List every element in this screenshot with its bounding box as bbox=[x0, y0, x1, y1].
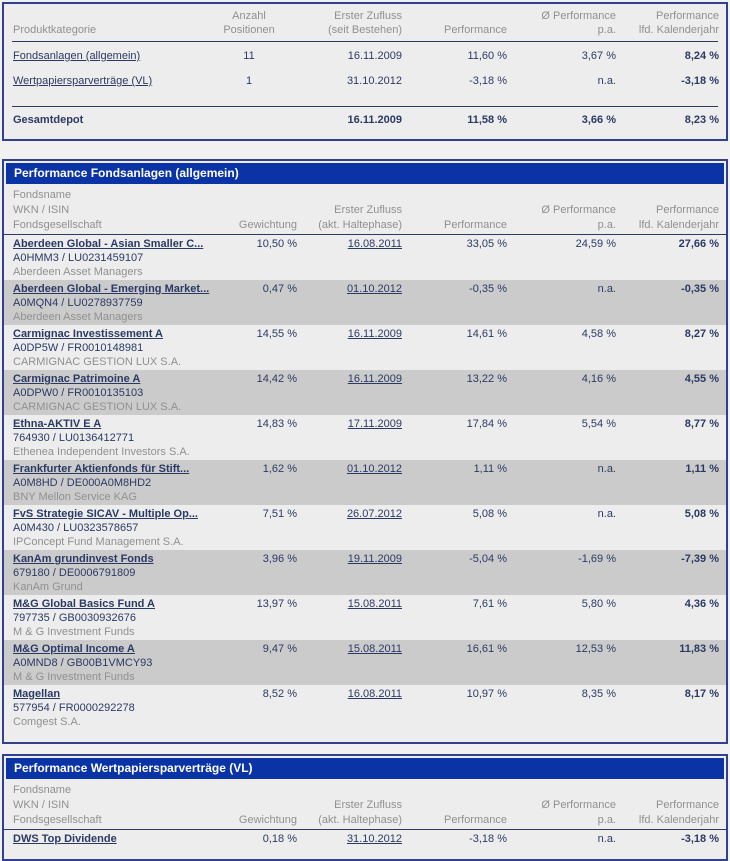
first-inflow-link[interactable]: 16.11.2009 bbox=[347, 373, 402, 385]
weight-cell: 7,51 % bbox=[262, 508, 297, 520]
fund-company: BNY Mellon Service KAG bbox=[13, 491, 137, 503]
fund-row bbox=[4, 830, 726, 847]
header-performance-pa: Ø Performance p.a. bbox=[541, 799, 616, 826]
performance-ytd-cell: 8,77 % bbox=[684, 418, 719, 430]
fund-row bbox=[4, 280, 726, 325]
performance-pa-cell: 5,80 % bbox=[581, 598, 616, 610]
header-erster-zufluss: Erster Zufluss (akt. Haltephase) bbox=[318, 799, 402, 826]
performance-ytd-cell: 1,11 % bbox=[685, 463, 719, 475]
first-inflow-link[interactable]: 17.11.2009 bbox=[347, 418, 402, 430]
wkn-isin: A0MND8 / GB00B1VMCY93 bbox=[13, 657, 153, 669]
performance-cell: 11,58 % bbox=[467, 113, 507, 126]
performance-ytd-cell: 8,23 % bbox=[684, 113, 719, 126]
performance-cell: 1,11 % bbox=[473, 463, 507, 475]
weight-cell: 3,96 % bbox=[262, 553, 297, 565]
first-inflow-cell: 16.11.2009 bbox=[347, 113, 402, 126]
summary-total-row bbox=[4, 107, 726, 133]
first-inflow-link[interactable]: 01.10.2012 bbox=[346, 283, 402, 295]
performance-cell: 11,60 % bbox=[467, 50, 507, 62]
performance-ytd-cell: 4,55 % bbox=[684, 373, 719, 385]
fund-name-link[interactable]: Aberdeen Global - Emerging Market... bbox=[13, 283, 210, 295]
header-anzahl-positionen: Anzahl Positionen bbox=[223, 10, 275, 36]
first-inflow-link[interactable]: 16.11.2009 bbox=[347, 328, 402, 340]
spacer bbox=[4, 92, 726, 102]
performance-cell: 16,61 % bbox=[466, 643, 507, 655]
fund-name-link[interactable]: FvS Strategie SICAV - Multiple Op... bbox=[13, 508, 198, 520]
header-gewichtung: Gewichtung bbox=[238, 219, 297, 231]
performance-ytd-cell: 8,17 % bbox=[684, 688, 719, 700]
performance-cell: -3,18 % bbox=[469, 75, 507, 87]
first-inflow-link[interactable]: 31.10.2012 bbox=[346, 833, 402, 845]
funds-rows bbox=[4, 235, 726, 730]
fund-name-link[interactable]: M&G Global Basics Fund A bbox=[13, 598, 155, 610]
funds-performance-panel bbox=[2, 159, 728, 744]
performance-ytd-cell: 4,36 % bbox=[684, 598, 719, 610]
header-performance: Performance bbox=[444, 219, 507, 231]
fund-name-link[interactable]: Carmignac Investissement A bbox=[13, 328, 163, 340]
funds-section-title: Performance Fondsanlagen (allgemein) bbox=[6, 163, 724, 184]
fund-company: Aberdeen Asset Managers bbox=[13, 311, 143, 323]
wkn-isin: A0M430 / LU0323578657 bbox=[13, 522, 139, 534]
category-link-wertpapiersparvertraege[interactable]: Wertpapiersparverträge (VL) bbox=[13, 75, 153, 87]
wkn-isin: A0MQN4 / LU0278937759 bbox=[13, 297, 143, 309]
weight-cell: 0,47 % bbox=[262, 283, 297, 295]
performance-pa-cell: 8,35 % bbox=[581, 688, 616, 700]
vl-header-row bbox=[4, 781, 726, 828]
wkn-isin: A0DP5W / FR0010148981 bbox=[13, 342, 144, 354]
performance-cell: 10,97 % bbox=[466, 688, 507, 700]
performance-ytd-cell: -3,18 % bbox=[681, 833, 719, 845]
fund-row bbox=[4, 550, 726, 595]
performance-cell: -0,35 % bbox=[469, 283, 507, 295]
performance-pa-cell: 5,54 % bbox=[581, 418, 616, 430]
divider bbox=[12, 41, 718, 42]
fund-row bbox=[4, 640, 726, 685]
fund-name-link[interactable]: Aberdeen Global - Asian Smaller C... bbox=[13, 238, 204, 250]
total-label: Gesamtdepot bbox=[13, 113, 84, 126]
count-cell: 1 bbox=[245, 75, 253, 87]
fund-row bbox=[4, 505, 726, 550]
summary-row-fondsanlagen bbox=[4, 46, 726, 67]
wkn-isin: A0M8HD / DE000A0M8HD2 bbox=[13, 477, 152, 489]
fund-company: Aberdeen Asset Managers bbox=[13, 266, 143, 278]
fund-row bbox=[4, 460, 726, 505]
first-inflow-link[interactable]: 01.10.2012 bbox=[346, 463, 402, 475]
weight-cell: 14,83 % bbox=[256, 418, 297, 430]
header-performance: Performance bbox=[444, 24, 507, 36]
performance-pa-cell: n.a. bbox=[597, 463, 616, 475]
performance-cell: 5,08 % bbox=[472, 508, 507, 520]
summary-row-wertpapiersparvertraege bbox=[4, 71, 726, 92]
header-performance-ytd: Performance lfd. Kalenderjahr bbox=[638, 799, 719, 826]
performance-pa-cell: n.a. bbox=[597, 75, 616, 87]
first-inflow-link[interactable]: 16.08.2011 bbox=[347, 238, 402, 250]
vl-rows bbox=[4, 830, 726, 847]
header-produktkategorie: Produktkategorie bbox=[13, 24, 97, 36]
first-inflow-link[interactable]: 26.07.2012 bbox=[346, 508, 402, 520]
wkn-isin: 764930 / LU0136412771 bbox=[13, 432, 135, 444]
fund-name-link[interactable]: DWS Top Dividende bbox=[13, 833, 117, 845]
fund-row bbox=[4, 370, 726, 415]
fund-name-link[interactable]: Magellan bbox=[13, 688, 61, 700]
wkn-isin: A0DPW0 / FR0010135103 bbox=[13, 387, 144, 399]
fund-company: Comgest S.A. bbox=[13, 716, 81, 728]
header-fondsname-wkn-gesellschaft: Fondsname WKN / ISIN Fondsgesellschaft bbox=[13, 189, 102, 231]
weight-cell: 1,62 % bbox=[262, 463, 297, 475]
fund-company: Ethenea Independent Investors S.A. bbox=[13, 446, 190, 458]
performance-ytd-cell: 11,83 % bbox=[679, 643, 719, 655]
fund-row bbox=[4, 415, 726, 460]
wkn-isin: 679180 / DE0006791809 bbox=[13, 567, 136, 579]
wkn-isin: 577954 / FR0000292278 bbox=[13, 702, 135, 714]
fund-name-link[interactable]: Ethna-AKTIV E A bbox=[13, 418, 102, 430]
fund-row bbox=[4, 685, 726, 730]
performance-cell: 7,61 % bbox=[472, 598, 507, 610]
fund-name-link[interactable]: KanAm grundinvest Fonds bbox=[13, 553, 154, 565]
first-inflow-link[interactable]: 19.11.2009 bbox=[347, 553, 402, 565]
performance-pa-cell: 24,59 % bbox=[575, 238, 616, 250]
first-inflow-link[interactable]: 15.08.2011 bbox=[347, 598, 402, 610]
weight-cell: 14,42 % bbox=[256, 373, 297, 385]
performance-ytd-cell: 8,27 % bbox=[684, 328, 719, 340]
wkn-isin: 797735 / GB0030932676 bbox=[13, 612, 136, 624]
fund-company: M & G Investment Funds bbox=[13, 671, 135, 683]
funds-header-row bbox=[4, 186, 726, 233]
header-gewichtung: Gewichtung bbox=[238, 814, 297, 826]
performance-cell: -3,18 % bbox=[469, 833, 507, 845]
performance-ytd-cell: 5,08 % bbox=[684, 508, 719, 520]
performance-pa-cell: -1,69 % bbox=[578, 553, 616, 565]
performance-pa-cell: n.a. bbox=[597, 283, 616, 295]
performance-ytd-cell: -0,35 % bbox=[681, 283, 719, 295]
fund-company: CARMIGNAC GESTION LUX S.A. bbox=[13, 356, 182, 368]
performance-cell: 13,22 % bbox=[466, 373, 507, 385]
summary-header-row bbox=[4, 9, 726, 37]
performance-pa-cell: 4,16 % bbox=[581, 373, 616, 385]
performance-pa-cell: n.a. bbox=[597, 508, 616, 520]
performance-cell: -5,04 % bbox=[469, 553, 507, 565]
weight-cell: 0,18 % bbox=[262, 833, 297, 845]
header-performance-pa: Ø Performance p.a. bbox=[541, 204, 616, 231]
category-link-fondsanlagen[interactable]: Fondsanlagen (allgemein) bbox=[13, 50, 141, 62]
performance-pa-cell: n.a. bbox=[597, 833, 616, 845]
vl-section-title: Performance Wertpapiersparverträge (VL) bbox=[6, 758, 724, 779]
fund-name-link[interactable]: M&G Optimal Income A bbox=[13, 643, 135, 655]
header-fondsname-wkn-gesellschaft: Fondsname WKN / ISIN Fondsgesellschaft bbox=[13, 784, 102, 826]
fund-company: KanAm Grund bbox=[13, 581, 83, 593]
weight-cell: 10,50 % bbox=[256, 238, 297, 250]
weight-cell: 13,97 % bbox=[256, 598, 297, 610]
weight-cell: 14,55 % bbox=[256, 328, 297, 340]
header-erster-zufluss: Erster Zufluss (seit Bestehen) bbox=[328, 10, 402, 36]
first-inflow-cell: 31.10.2012 bbox=[346, 75, 402, 87]
fund-row bbox=[4, 595, 726, 640]
first-inflow-link[interactable]: 15.08.2011 bbox=[347, 643, 402, 655]
header-performance-pa: Ø Performance p.a. bbox=[541, 10, 616, 36]
performance-pa-cell: 3,67 % bbox=[581, 50, 616, 62]
header-performance-ytd: Performance lfd. Kalenderjahr bbox=[638, 10, 719, 36]
weight-cell: 8,52 % bbox=[262, 688, 297, 700]
performance-pa-cell: 4,58 % bbox=[581, 328, 616, 340]
wkn-isin: A0HMM3 / LU0231459107 bbox=[13, 252, 144, 264]
fund-company: M & G Investment Funds bbox=[13, 626, 135, 638]
portfolio-summary-panel bbox=[2, 2, 728, 141]
weight-cell: 9,47 % bbox=[262, 643, 297, 655]
performance-cell: 33,05 % bbox=[466, 238, 507, 250]
performance-ytd-cell: 8,24 % bbox=[684, 50, 719, 62]
header-performance-ytd: Performance lfd. Kalenderjahr bbox=[638, 204, 719, 231]
fund-row bbox=[4, 235, 726, 280]
first-inflow-link[interactable]: 16.08.2011 bbox=[347, 688, 402, 700]
header-performance: Performance bbox=[444, 814, 507, 826]
performance-ytd-cell: -7,39 % bbox=[681, 553, 719, 565]
header-erster-zufluss: Erster Zufluss (akt. Haltephase) bbox=[318, 204, 402, 231]
fund-row bbox=[4, 325, 726, 370]
vl-performance-panel bbox=[2, 754, 728, 861]
fund-name-link[interactable]: Carmignac Patrimoine A bbox=[13, 373, 141, 385]
performance-ytd-cell: 27,66 % bbox=[678, 238, 719, 250]
fund-name-link[interactable]: Frankfurter Aktienfonds für Stift... bbox=[13, 463, 190, 475]
first-inflow-cell: 16.11.2009 bbox=[347, 50, 402, 62]
performance-pa-cell: 3,66 % bbox=[581, 113, 616, 126]
count-cell: 11 bbox=[243, 50, 255, 62]
performance-ytd-cell: -3,18 % bbox=[681, 75, 719, 87]
performance-cell: 17,84 % bbox=[466, 418, 507, 430]
performance-cell: 14,61 % bbox=[466, 328, 507, 340]
performance-pa-cell: 12,53 % bbox=[575, 643, 616, 655]
fund-company: IPConcept Fund Management S.A. bbox=[13, 536, 184, 548]
fund-company: CARMIGNAC GESTION LUX S.A. bbox=[13, 401, 182, 413]
